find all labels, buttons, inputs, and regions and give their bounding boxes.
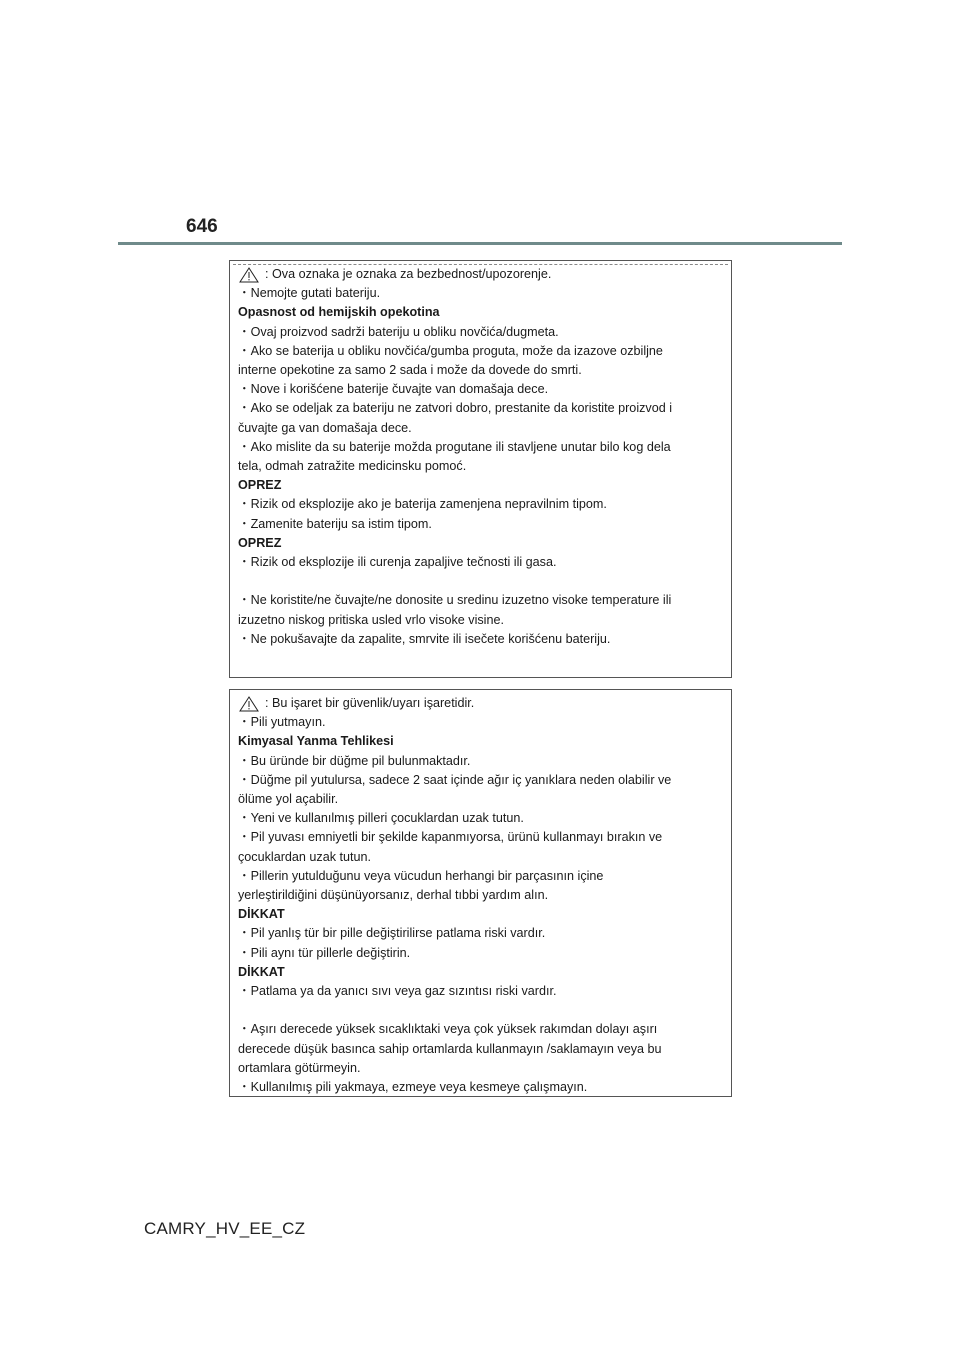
footer-model-code: CAMRY_HV_EE_CZ — [144, 1219, 306, 1238]
text-line: ・Pili yutmayın. — [238, 715, 326, 730]
section-heading: Opasnost od hemijskih opekotina — [238, 305, 440, 320]
text-line: ・Ako se odeljak za bateriju ne zatvori dobro, prestanite da koristite proizvod i — [238, 401, 673, 416]
text-line: ・Ne koristite/ne čuvajte/ne donosite u sredinu izuzetno visoke temperature ili — [238, 593, 672, 608]
section-heading: Kimyasal Yanma Tehlikesi — [238, 734, 394, 749]
text-line: ・Pili aynı tür pillerle değiştirin. — [238, 945, 411, 960]
warning-triangle-icon — [239, 267, 259, 283]
header-rule — [118, 242, 842, 245]
turkish-text-lines — [238, 713, 723, 1097]
text-line: ・Rizik od eksplozije ako je baterija zamenjena nepravilnim tipom. — [238, 497, 607, 512]
text-line: čuvajte ga van domašaja dece. — [238, 420, 412, 435]
text-line: ・Bu üründe bir düğme pil bulunmaktadır. — [238, 753, 471, 768]
text-line: ・Ako mislite da su baterije možda progutane ili stavljene unutar bilo kog dela — [238, 439, 671, 454]
page-number: 646 — [186, 216, 218, 237]
turkish-warning-box — [229, 689, 732, 1097]
text-line: çocuklardan uzak tutun. — [238, 849, 372, 864]
text-line: ölüme yol açabilir. — [238, 792, 339, 807]
serbian-warning-box — [229, 260, 732, 678]
text-line: ・Rizik od eksplozije ili curenja zapaljive tečnosti ili gasa. — [238, 555, 557, 570]
text-line: ・Ovaj proizvod sadrži bateriju u obliku novčića/dugmeta. — [238, 324, 559, 339]
section-heading: OPREZ — [238, 478, 282, 493]
text-line: ・Ako se baterija u obliku novčića/gumba proguta, može da izazove ozbiljne — [238, 343, 663, 358]
blank-line — [238, 572, 723, 591]
serbian-text-lines — [238, 284, 723, 649]
text-line: tela, odmah zatražite medicinsku pomoć. — [238, 459, 467, 474]
text-line: ・Nove i korišćene baterije čuvajte van domašaja dece. — [238, 382, 549, 397]
text-line: ortamlara götürmeyin. — [238, 1060, 361, 1075]
blank-line — [238, 1001, 723, 1020]
text-line: ・Pil yanlış tür bir pille değiştirilirse patlama riski vardır. — [238, 926, 546, 941]
text-line: derecede düşük basınca sahip ortamlarda kullanmayın /saklamayın veya bu — [238, 1041, 662, 1056]
section-heading: DİKKAT — [238, 907, 285, 922]
text-line: ・Aşırı derecede yüksek sıcaklıktaki veya çok yüksek rakımdan dolayı aşırı — [238, 1022, 658, 1037]
text-line: interne opekotine za samo 2 sada i može da dovede do smrti. — [238, 363, 582, 378]
warning-legend-row — [238, 265, 723, 284]
warning-triangle-icon — [239, 696, 259, 712]
section-heading: DİKKAT — [238, 964, 285, 979]
text-line: ・Nemojte gutati bateriju. — [238, 286, 381, 301]
text-line: ・Pillerin yutulduğunu veya vücudun herhangi bir parçasının içine — [238, 868, 604, 883]
text-line: ・Patlama ya da yanıcı sıvı veya gaz sızıntısı riski vardır. — [238, 984, 557, 999]
text-line: ・Zamenite bateriju sa istim tipom. — [238, 516, 432, 531]
warning-legend-text: : Bu işaret bir güvenlik/uyarı işaretidir. — [265, 696, 475, 710]
text-line: ・Ne pokušavajte da zapalite, smrvite ili isečete korišćenu bateriju. — [238, 631, 611, 646]
warning-legend-text: : Ova oznaka je oznaka za bezbednost/upozorenje. — [265, 267, 552, 281]
warning-legend-row — [238, 694, 723, 713]
text-line: izuzetno niskog pritiska usled vrlo visoke visine. — [238, 612, 504, 627]
text-line: ・Yeni ve kullanılmış pilleri çocuklardan uzak tutun. — [238, 811, 524, 826]
section-heading: OPREZ — [238, 535, 282, 550]
text-line: yerleştirildiğini düşünüyorsanız, derhal tıbbi yardım alın. — [238, 888, 549, 903]
text-line: ・Kullanılmış pili yakmaya, ezmeye veya kesmeye çalışmayın. — [238, 1080, 588, 1095]
text-line: ・Düğme pil yutulursa, sadece 2 saat içinde ağır iç yanıklara neden olabilir ve — [238, 772, 672, 787]
text-line: ・Pil yuvası emniyetli bir şekilde kapanmıyorsa, ürünü kullanmayı bırakın ve — [238, 830, 663, 845]
